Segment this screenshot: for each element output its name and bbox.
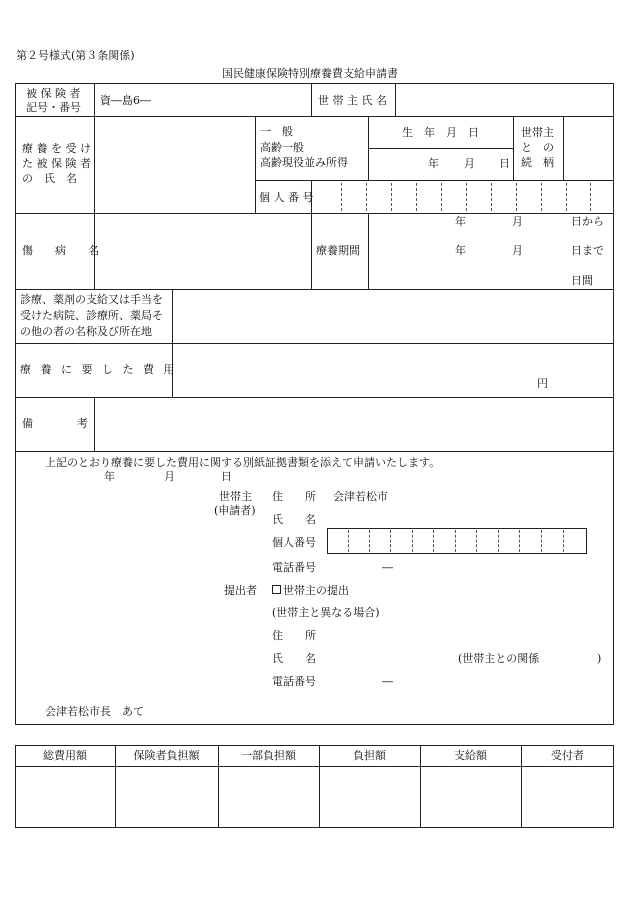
applicant-personal-number-field[interactable] — [327, 528, 587, 554]
period-end-day: 日まで — [571, 244, 604, 257]
submitter-phone-separator: ― — [382, 675, 393, 688]
applicant-label: (申請者) — [214, 504, 256, 517]
remarks-field[interactable] — [95, 398, 612, 450]
phone-label: 電話番号 — [272, 561, 316, 574]
relation-label: 世帯主 — [521, 126, 554, 139]
treatment-cost-label: 療 養 に 要 し た 費 用 — [20, 363, 178, 376]
addressee: 会津若松市長 あて — [45, 705, 144, 718]
relation-label: 続 柄 — [521, 156, 554, 169]
provider-field[interactable] — [173, 290, 612, 342]
relation-field[interactable] — [564, 117, 612, 179]
partial-share-header: 一部負担額 — [241, 749, 296, 762]
treatment-period-label: 療養期間 — [316, 244, 360, 257]
relation-label: と の — [521, 141, 554, 154]
total-cost-header: 総費用額 — [43, 749, 87, 762]
birth-day-unit: 日 — [499, 157, 510, 170]
form-title: 国民健康保険特別療養費支給申請書 — [222, 67, 398, 80]
period-start-month: 月 — [512, 215, 523, 228]
personal-number-field[interactable] — [312, 181, 612, 212]
apply-month: 月 — [164, 470, 175, 483]
insured-number-label: 記号・番号 — [26, 101, 81, 114]
householder-submit-label: 世帯主の提出 — [283, 584, 349, 597]
relation-note: (世帯主との関係 — [458, 652, 540, 665]
relation-note-close: ) — [597, 652, 602, 665]
partial-share-cell[interactable] — [219, 767, 318, 827]
period-days: 日間 — [571, 274, 593, 287]
address-value[interactable]: 会津若松市 — [333, 490, 388, 503]
payment-header: 支給額 — [454, 749, 487, 762]
burden-cell[interactable] — [320, 767, 419, 827]
submitter-label: 提出者 — [224, 584, 257, 597]
category-elderly-high-income[interactable]: 高齢現役並み所得 — [260, 156, 348, 169]
personal-number-label: 個 人 番 号 — [259, 191, 314, 204]
form-number: 第２号様式(第３条関係) — [16, 49, 135, 62]
declaration-text: 上記のとおり療養に要した費用に関する別紙証拠書類を添えて申請いたします。 — [45, 456, 441, 469]
patient-name-field[interactable] — [95, 117, 254, 212]
insurer-share-header: 保険者負担額 — [133, 749, 200, 762]
period-start-year: 年 — [455, 215, 466, 228]
total-cost-cell[interactable] — [16, 767, 114, 827]
receiver-header: 受付者 — [551, 749, 584, 762]
illness-name-field[interactable] — [95, 214, 310, 288]
name-label: 氏 名 — [272, 513, 316, 526]
remarks-label: 備 考 — [22, 417, 88, 430]
insured-number-value[interactable]: 資―島6― — [100, 94, 151, 107]
birth-year-unit: 年 — [428, 157, 439, 170]
householder-name-label: 世 帯 主 氏 名 — [318, 94, 387, 107]
address-label: 住 所 — [272, 490, 316, 503]
receiver-cell[interactable] — [522, 767, 613, 827]
submitter-address-label: 住 所 — [272, 629, 316, 642]
provider-label: 診療、薬剤の支給又は手当を — [20, 293, 163, 306]
burden-header: 負担額 — [353, 749, 386, 762]
period-start-day: 日から — [571, 215, 604, 228]
submitter-name-label: 氏 名 — [272, 652, 316, 665]
payment-cell[interactable] — [421, 767, 520, 827]
apply-year: 年 — [104, 470, 115, 483]
phone-separator: ― — [382, 561, 393, 574]
patient-label: の 氏 名 — [22, 172, 77, 185]
yen-unit: 円 — [537, 377, 548, 390]
provider-label: の他の者の名称及び所在地 — [20, 325, 152, 338]
insured-label: 被 保 険 者 — [26, 87, 81, 100]
patient-label: 療 養 を 受 け — [22, 142, 91, 155]
householder-name-field[interactable] — [396, 84, 612, 115]
birth-month-unit: 月 — [464, 157, 475, 170]
householder-label: 世帯主 — [219, 490, 252, 503]
category-elderly-general[interactable]: 高齢一般 — [260, 141, 304, 154]
apply-day: 日 — [221, 470, 232, 483]
insurer-share-cell[interactable] — [116, 767, 217, 827]
householder-submit-checkbox[interactable] — [272, 585, 281, 594]
personal-number-label: 個人番号 — [272, 536, 316, 549]
submitter-phone-label: 電話番号 — [272, 675, 316, 688]
illness-label: 傷 病 名 — [22, 244, 99, 257]
differs-note: (世帯主と異なる場合) — [272, 606, 380, 619]
provider-label: 受けた病院、診療所、薬局そ — [20, 309, 163, 322]
birth-date-label: 生 年 月 日 — [402, 126, 479, 139]
patient-label: た 被 保 険 者 — [22, 157, 91, 170]
category-general[interactable]: 一 般 — [260, 125, 293, 138]
period-end-month: 月 — [512, 244, 523, 257]
period-end-year: 年 — [455, 244, 466, 257]
